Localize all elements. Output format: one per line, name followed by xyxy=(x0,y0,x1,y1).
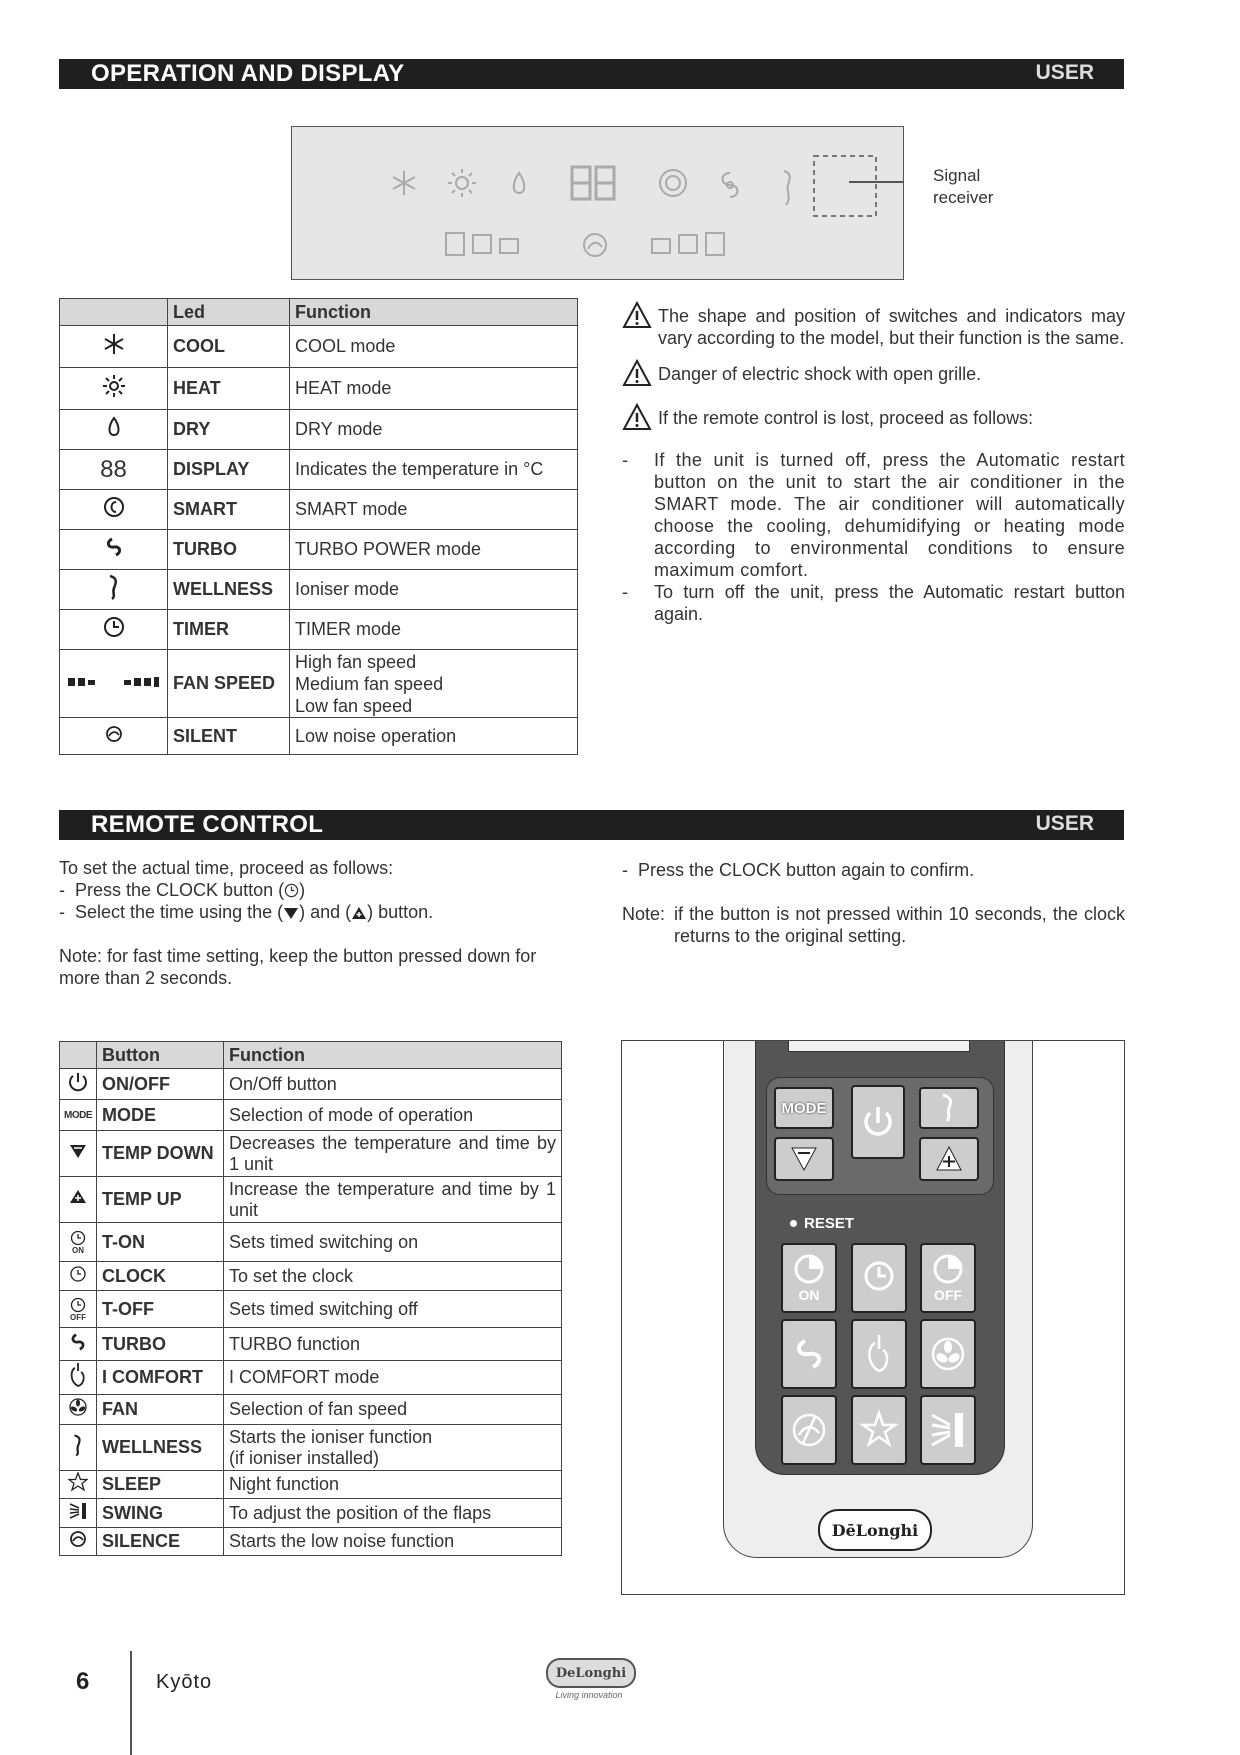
led-function: Low noise operation xyxy=(290,718,578,755)
panel-88-display xyxy=(572,167,614,199)
remote-mode-button[interactable] xyxy=(774,1087,834,1129)
led-table-header xyxy=(60,299,578,326)
silent-icon xyxy=(60,718,168,755)
time-step-1: - Press the CLOCK button ( ) xyxy=(59,880,306,900)
table-row xyxy=(60,1328,562,1361)
table-row xyxy=(60,1471,562,1499)
on-label: ON xyxy=(798,1287,820,1303)
function-line: Starts the ioniser function xyxy=(229,1426,433,1447)
timer-off-icon xyxy=(60,1291,97,1328)
button-function: Sets timed switching off xyxy=(224,1291,562,1328)
remote-swing-button[interactable] xyxy=(920,1395,976,1465)
button-function: Increase the temperature and time by 1 unit xyxy=(224,1177,562,1223)
timer-on-icon xyxy=(60,1223,97,1262)
button-function xyxy=(224,1425,562,1471)
function-line: (if ioniser installed) xyxy=(229,1447,380,1468)
panel-wellness-icon xyxy=(784,171,790,205)
silent-icon xyxy=(783,1397,835,1463)
footer-logo-tagline: Living innovation xyxy=(555,1690,623,1700)
temp-down-icon xyxy=(776,1139,832,1179)
smart-icon xyxy=(60,490,168,530)
panel-smart-icon xyxy=(660,170,686,196)
led-function: HEAT mode xyxy=(290,368,578,410)
led-name: SILENT xyxy=(168,718,290,755)
table-row xyxy=(60,1291,562,1328)
wellness-icon xyxy=(60,1425,97,1471)
table-row xyxy=(60,1177,562,1223)
button-name: SLEEP xyxy=(97,1471,224,1499)
drop-icon xyxy=(60,410,168,450)
sleep-star-icon xyxy=(853,1397,905,1463)
step-text: To turn off the unit, press the Automatic restart button again. xyxy=(654,582,1125,624)
step2-a: Select the time using the ( xyxy=(75,902,284,922)
clock-icon xyxy=(60,610,168,650)
power-icon xyxy=(853,1087,903,1157)
button-function: Night function xyxy=(224,1471,562,1499)
temp-up-icon xyxy=(351,906,367,920)
clock-icon xyxy=(284,883,299,898)
fan-icon xyxy=(60,1395,97,1425)
confirm-text: Press the CLOCK button again to confirm. xyxy=(638,860,975,880)
warnings-block xyxy=(622,305,1125,625)
table-row xyxy=(60,1425,562,1471)
led-header-led: Led xyxy=(168,299,290,326)
panel-silent-icon xyxy=(584,234,606,256)
button-name: WELLNESS xyxy=(97,1425,224,1471)
button-name: TEMP DOWN xyxy=(97,1131,224,1177)
table-row xyxy=(60,1100,562,1131)
led-function xyxy=(290,650,578,718)
confirm-step: - Press the CLOCK button again to confirm. xyxy=(622,860,975,880)
turbo-icon xyxy=(60,1328,97,1361)
remote-reset-button[interactable] xyxy=(790,1214,870,1234)
silent-icon xyxy=(60,1528,97,1556)
button-name: TURBO xyxy=(97,1328,224,1361)
section-title: REMOTE CONTROL xyxy=(91,811,324,838)
note2-label: Note: xyxy=(622,904,666,924)
panel-drop-icon xyxy=(514,173,525,193)
led-name: DRY xyxy=(168,410,290,450)
section-tag: USER xyxy=(1035,61,1094,84)
time-step-2: - Select the time using the ( ) and ( ) button. xyxy=(59,902,434,922)
table-row xyxy=(60,410,578,450)
led-name: SMART xyxy=(168,490,290,530)
remote-timer-off-button[interactable] xyxy=(920,1243,976,1313)
led-name: DISPLAY xyxy=(168,450,290,490)
time-setting-block xyxy=(59,857,569,989)
led-header-icon xyxy=(60,299,168,326)
button-header-button: Button xyxy=(97,1042,224,1069)
swing-icon xyxy=(922,1397,974,1463)
signal-receiver-window xyxy=(814,156,876,216)
led-name: FAN SPEED xyxy=(168,650,290,718)
button-name: T-ON xyxy=(97,1223,224,1262)
led-function: TURBO POWER mode xyxy=(290,530,578,570)
table-row xyxy=(60,530,578,570)
footer-divider xyxy=(130,1651,132,1755)
sleep-star-icon xyxy=(60,1471,97,1499)
step2-b: ) and ( xyxy=(299,902,352,922)
led-name: HEAT xyxy=(168,368,290,410)
button-name: FAN xyxy=(97,1395,224,1425)
display-88-icon: 88 xyxy=(60,450,168,490)
led-function: TIMER mode xyxy=(290,610,578,650)
table-row xyxy=(60,718,578,755)
table-row xyxy=(60,368,578,410)
led-name: COOL xyxy=(168,326,290,368)
button-function: Sets timed switching on xyxy=(224,1223,562,1262)
time-setting-right xyxy=(622,859,1125,947)
button-function: On/Off button xyxy=(224,1069,562,1100)
button-name: CLOCK xyxy=(97,1262,224,1291)
button-name: ON/OFF xyxy=(97,1069,224,1100)
step2-c: ) button. xyxy=(367,902,434,922)
step1-before: Press the CLOCK button ( xyxy=(75,880,285,900)
table-row xyxy=(60,490,578,530)
table-row xyxy=(60,1262,562,1291)
table-row xyxy=(60,1069,562,1100)
remote-fan-button[interactable] xyxy=(920,1319,976,1389)
dash-bullet: - xyxy=(622,450,628,470)
table-row xyxy=(60,1499,562,1528)
function-line: High fan speed xyxy=(295,651,417,672)
warning-item xyxy=(622,407,1125,429)
led-name: TURBO xyxy=(168,530,290,570)
button-header-function: Function xyxy=(224,1042,562,1069)
remote-silence-button[interactable] xyxy=(781,1395,837,1465)
panel-turbo-icon xyxy=(723,173,738,197)
table-row xyxy=(60,1361,562,1395)
table-row xyxy=(60,570,578,610)
section-header-operation xyxy=(59,59,1124,89)
warning-text: If the remote control is lost, proceed as follows: xyxy=(658,408,1034,428)
fan-icon xyxy=(922,1321,974,1387)
step-text: If the unit is turned off, press the Automatic restart button on the unit to start the air conditioner in the SMART mode. The air conditioner will automatically choose the cooling, dehumidifying or heating mode according to environmental conditions to ensure maximum comfort. xyxy=(654,450,1125,580)
footer-logo-text: DeLonghi xyxy=(555,1665,627,1681)
led-function: DRY mode xyxy=(290,410,578,450)
button-function: TURBO function xyxy=(224,1328,562,1361)
panel-snowflake-icon xyxy=(393,171,415,195)
button-name: SWING xyxy=(97,1499,224,1528)
remote-i-comfort-button[interactable] xyxy=(851,1319,907,1389)
button-name: SILENCE xyxy=(97,1528,224,1556)
remote-brand-label: DēLonghi xyxy=(831,1520,919,1540)
footer-logo xyxy=(546,1658,636,1708)
model-name: Kyōto xyxy=(156,1671,213,1693)
button-name: T-OFF xyxy=(97,1291,224,1328)
table-row xyxy=(60,1131,562,1177)
table-row xyxy=(60,326,578,368)
remote-timer-on-button[interactable] xyxy=(781,1243,837,1313)
display-panel-drawing xyxy=(292,127,903,279)
timer-on-label: ON xyxy=(72,1245,84,1255)
led-name: WELLNESS xyxy=(168,570,290,610)
function-line: Low fan speed xyxy=(295,695,413,716)
remote-clock-button[interactable] xyxy=(851,1243,907,1313)
button-function: Selection of fan speed xyxy=(224,1395,562,1425)
led-name: TIMER xyxy=(168,610,290,650)
timer-on-icon xyxy=(783,1245,835,1289)
turbo-icon xyxy=(60,530,168,570)
fan-speed-icon xyxy=(60,650,168,718)
led-function: SMART mode xyxy=(290,490,578,530)
i-comfort-icon xyxy=(60,1361,97,1395)
section-title: OPERATION AND DISPLAY xyxy=(91,60,405,87)
warning-text: The shape and position of switches and indicators may vary according to the model, but their function is the same. xyxy=(658,306,1125,348)
mode-icon: MODE xyxy=(60,1100,97,1131)
button-name: MODE xyxy=(97,1100,224,1131)
section-tag: USER xyxy=(1035,812,1094,835)
led-header-function: Function xyxy=(290,299,578,326)
note2 xyxy=(622,903,1125,947)
temp-down-icon xyxy=(60,1131,97,1177)
table-row xyxy=(60,1223,562,1262)
button-function: To set the clock xyxy=(224,1262,562,1291)
warning-triangle-icon xyxy=(622,301,652,329)
reset-dot xyxy=(790,1220,797,1227)
temp-up-icon xyxy=(60,1177,97,1223)
remote-sleep-button[interactable] xyxy=(851,1395,907,1465)
table-row xyxy=(60,610,578,650)
button-function: Decreases the temperature and time by 1 unit xyxy=(224,1131,562,1177)
button-name: I COMFORT xyxy=(97,1361,224,1395)
led-function: Ioniser mode xyxy=(290,570,578,610)
button-function: Starts the low noise function xyxy=(224,1528,562,1556)
temp-down-icon xyxy=(283,906,299,920)
off-label: OFF xyxy=(934,1287,962,1303)
function-line: Medium fan speed xyxy=(295,673,444,694)
remote-wellness-button[interactable] xyxy=(919,1087,979,1129)
led-function: COOL mode xyxy=(290,326,578,368)
remote-turbo-button[interactable] xyxy=(781,1319,837,1389)
note2-text: if the button is not pressed within 10 seconds, the clock returns to the original setting. xyxy=(674,904,1125,946)
wellness-icon xyxy=(921,1089,977,1127)
led-table xyxy=(59,298,578,755)
remote-lost-steps xyxy=(622,581,1125,625)
clock-icon xyxy=(853,1245,905,1311)
remote-brand-badge xyxy=(818,1509,932,1551)
button-table xyxy=(59,1041,562,1556)
table-row xyxy=(60,1528,562,1556)
sun-icon xyxy=(60,368,168,410)
remote-temp-up-button[interactable] xyxy=(919,1137,979,1181)
time-note: Note: for fast time setting, keep the button pressed down for more than 2 seconds. xyxy=(59,946,537,988)
reset-label: RESET xyxy=(804,1215,855,1232)
temp-up-icon xyxy=(921,1139,977,1179)
footer-logo-badge xyxy=(546,1658,636,1688)
table-row xyxy=(60,650,578,718)
button-name: TEMP UP xyxy=(97,1177,224,1223)
button-header-icon xyxy=(60,1042,97,1069)
signal-receiver-label: Signal receiver xyxy=(933,166,994,207)
timer-off-label: OFF xyxy=(70,1312,86,1322)
button-function: To adjust the position of the flaps xyxy=(224,1499,562,1528)
display-panel xyxy=(291,126,904,280)
mode-label: MODE xyxy=(781,1099,827,1117)
warning-item xyxy=(622,363,1125,385)
time-intro: To set the actual time, proceed as follows: xyxy=(59,858,394,878)
section-header-remote xyxy=(59,810,1124,840)
button-function: Selection of mode of operation xyxy=(224,1100,562,1131)
button-function: I COMFORT mode xyxy=(224,1361,562,1395)
remote-lost-steps xyxy=(622,449,1125,581)
remote-temp-down-button[interactable] xyxy=(774,1137,834,1181)
dash-bullet: - xyxy=(622,582,628,602)
step1-after: ) xyxy=(299,880,306,900)
table-row xyxy=(60,450,578,490)
turbo-icon xyxy=(783,1321,835,1387)
warning-item xyxy=(622,305,1125,349)
button-table-header xyxy=(60,1042,562,1069)
snowflake-icon xyxy=(60,326,168,368)
warning-triangle-icon xyxy=(622,403,652,431)
table-row xyxy=(60,1395,562,1425)
wellness-icon xyxy=(60,570,168,610)
swing-icon xyxy=(60,1499,97,1528)
power-icon xyxy=(60,1069,97,1100)
remote-illustration xyxy=(621,1040,1125,1595)
led-function: Indicates the temperature in °C xyxy=(290,450,578,490)
remote-power-button[interactable] xyxy=(851,1085,905,1159)
warning-triangle-icon xyxy=(622,359,652,387)
warning-text: Danger of electric shock with open grille. xyxy=(658,364,982,384)
i-comfort-icon xyxy=(853,1321,905,1387)
page-number: 6 xyxy=(76,1668,90,1695)
panel-sun-icon xyxy=(448,169,476,197)
clock-icon xyxy=(60,1262,97,1291)
timer-off-icon xyxy=(922,1245,974,1289)
remote-lcd xyxy=(788,1040,970,1052)
